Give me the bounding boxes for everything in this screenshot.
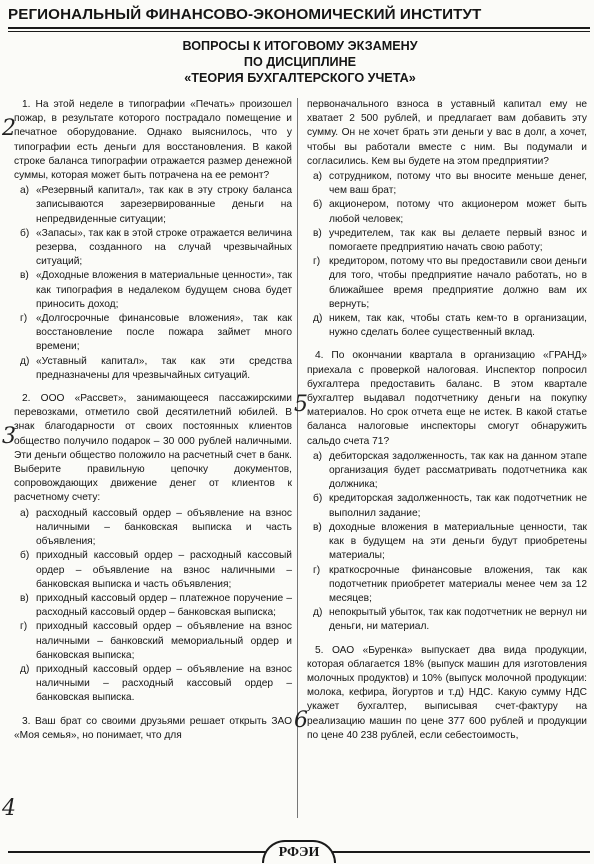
question-text: 2. ООО «Рассвет», занимающееся пассажирскими перевозками, отметило свой десятилетний юбилей. В знак благодарности от своих постоянных клиентов общество получило подарок – 30 000 рублей наличными. Эти деньги общество положило на расчетный счет в банк. Выберите правильную цепочку документов, сопровождающих движение денег от клиентов к расчетному счету:: [14, 393, 292, 504]
answer-options: [307, 170, 587, 340]
handwritten-mark: 5: [294, 392, 308, 417]
answer-option: г) краткосрочные финансовые вложения, так как подотчетник приобретет материалы менее чем за 12 месяцев;: [313, 564, 587, 604]
answer-options: [14, 184, 292, 383]
exam-title-line3: «ТЕОРИЯ БУХГАЛТЕРСКОГО УЧЕТА»: [184, 71, 416, 85]
institute-logo: РФЭИ: [262, 840, 336, 863]
answer-option: д) непокрытый убыток, так как подотчетник не вернул ни деньги, ни материал.: [313, 607, 587, 633]
answer-options: [307, 450, 587, 635]
handwritten-mark: 4: [2, 796, 16, 821]
answer-option: а) дебиторская задолженность, так как на данном этапе организация будет рассматривать подотчетника как должника;: [313, 450, 587, 491]
answer-option: в) учредителем, так как вы делаете первый взнос и помогаете предприятию начать свою работу;: [313, 227, 587, 254]
question-4: [307, 349, 587, 634]
answer-options: [14, 507, 292, 706]
question-1: [14, 98, 292, 383]
answer-option: г) приходный кассовый ордер – объявление на взнос наличными – банковский мемориальный ордер и банковская выписка;: [20, 621, 292, 661]
left-column: [14, 98, 292, 752]
exam-title-line2: ПО ДИСЦИПЛИНЕ: [243, 55, 357, 69]
answer-option: б) приходный кассовый ордер – расходный кассовый ордер – объявление на взнос наличными – банковская выписка и часть объявления;: [20, 550, 292, 590]
exam-title-line1: ВОПРОСЫ К ИТОГОВОМУ ЭКЗАМЕНУ: [182, 39, 418, 53]
answer-option: в) приходный кассовый ордер – платежное поручение – расходный кассовый ордер – банковская выписка;: [20, 592, 292, 619]
question-3-continued: [307, 98, 587, 340]
institute-name: РЕГИОНАЛЬНЫЙ ФИНАНСОВО-ЭКОНОМИЧЕСКИЙ ИНСТИТУТ: [8, 6, 482, 23]
answer-option: а) расходный кассовый ордер – объявление на взнос наличными – банковская выписка и часть объявления;: [20, 507, 292, 548]
exam-title: [60, 38, 540, 86]
handwritten-mark: 2: [2, 116, 16, 141]
answer-option: г) «Долгосрочные финансовые вложения», так как восстановление после пожара займет много времени;: [20, 313, 292, 353]
header-rule: [8, 27, 590, 29]
answer-option: б) кредиторская задолженность, так как подотчетник не выполнил задание;: [313, 493, 587, 519]
question-text: 3. Ваш брат со своими друзьями решает открыть ЗАО «Моя семья», но понимает, что для: [14, 715, 292, 741]
question-text: 4. По окончании квартала в организацию «ГРАНД» приехала с проверкой налоговая. Инспектор попросил бухгалтера предоставить баланс. В этом квартале бухгалтер выдавал подотчетнику деньги на покупку материалов. Но срок отчета еще не истек. В какой статье баланса налоговые инспекторы смогут обнаружить сальдо счета 71?: [307, 350, 587, 447]
answer-option: д) «Уставный капитал», так как эти средства предназначены для чрезвычайных ситуаций.: [20, 355, 292, 381]
question-2: [14, 392, 292, 705]
question-text: первоначального взноса в уставный капитал ему не хватает 2 500 рублей, и предлагает вам добавить эту сумму. Он не хочет брать эти деньги у вас в долг, а хочет, чтобы вы работали вместе с ним. Вы подумали и согласились. Кем вы будете на этом предприятии?: [307, 99, 587, 167]
answer-option: б) акционером, потому что акционером может быть любой человек;: [313, 199, 587, 225]
answer-option: а) «Резервный капитал», так как в эту строку баланса записываются зарезервированные деньги на непредвиденные ситуации;: [20, 185, 292, 225]
handwritten-mark: 3: [2, 424, 16, 449]
right-column: [307, 98, 587, 752]
answer-option: б) «Запасы», так как в этой строке отражается величина резерва, созданного на случай чрезвычайных ситуаций;: [20, 227, 292, 268]
question-3: [14, 715, 292, 743]
answer-option: д) приходный кассовый ордер – объявление на взнос наличными – расходный кассовый ордер – банковская выписка.: [20, 663, 292, 704]
question-5: [307, 644, 587, 743]
answer-option: д) никем, так как, чтобы стать кем-то в организации, нужно сделать более существенный вклад.: [313, 313, 587, 339]
question-text: 1. На этой неделе в типографии «Печать» произошел пожар, в результате которого пострадало помещение и печатное оборудование. Однако выяснилось, что у типографии есть деньги для восстановления. В какой строке баланса типографии отражается размер денежной суммы, которая может быть потрачена на ее ремонт?: [14, 99, 292, 182]
question-text: 5. ОАО «Буренка» выпускает два вида продукции, которая облагается 18% (выпуск машин для изготовления молочных продуктов) и 10% (выпуск молочной продукции: молока, кефира, йогуртов и т.д) НДС. Какую сумму НДС укажет бухгалтер, выписывая счет-фактуру на реализацию машин по цене 377 600 рублей и продукции по цене 40 238 рублей, если себестоимость,: [307, 644, 587, 741]
answer-option: в) доходные вложения в материальные ценности, так как в будущем на эти деньги будут приобретены материалы;: [313, 521, 587, 562]
handwritten-mark: 6: [294, 708, 308, 733]
answer-option: а) сотрудником, потому что вы вносите меньше денег, чем ваш брат;: [313, 171, 587, 197]
answer-option: г) кредитором, потому что вы предоставили свои деньги для того, чтобы предприятие начало работать, но в ближайшее время предприятие должно вам их вернуть;: [313, 256, 587, 310]
header-rule-thin: [8, 31, 590, 32]
answer-option: в) «Доходные вложения в материальные ценности», так как типография в недалеком будущем снова будет приносить доход;: [20, 270, 292, 310]
